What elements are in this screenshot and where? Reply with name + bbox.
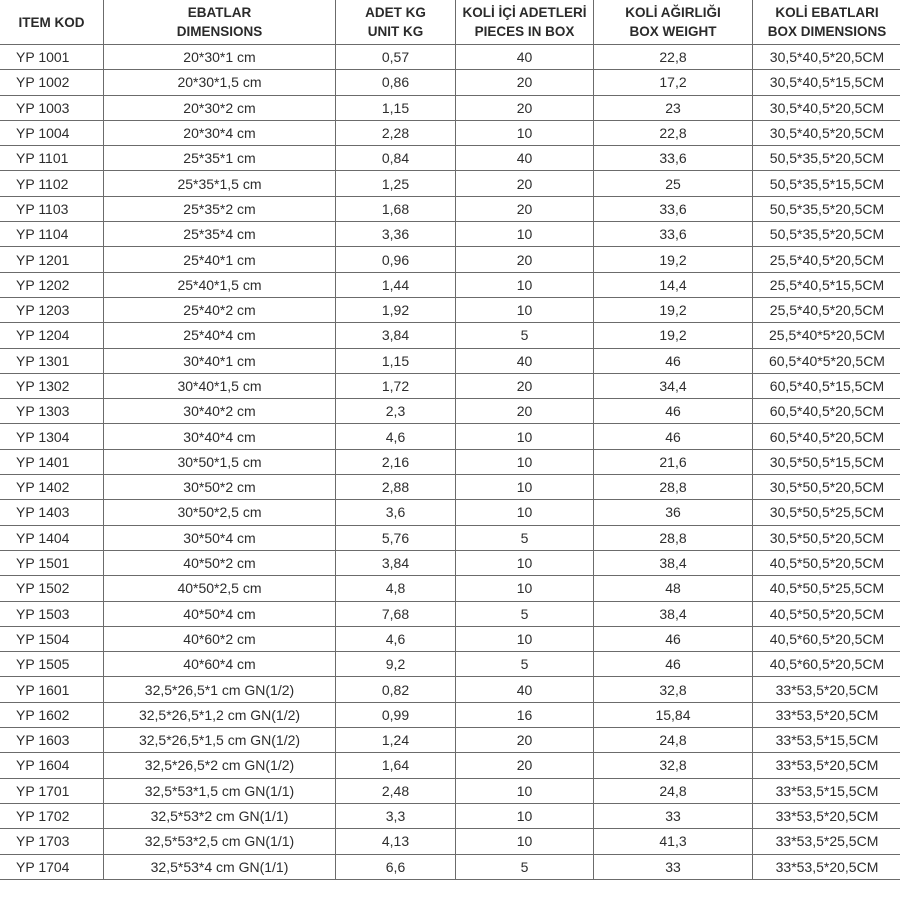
box-weight-cell: 36 <box>594 500 753 525</box>
unit-kg-cell: 9,2 <box>336 652 456 677</box>
pieces-in-box-cell: 10 <box>456 550 594 575</box>
box-weight-cell: 22,8 <box>594 120 753 145</box>
box-weight-cell: 34,4 <box>594 373 753 398</box>
item-code-cell: YP 1403 <box>0 500 104 525</box>
box-dimensions-cell: 50,5*35,5*20,5CM <box>753 196 900 221</box>
box-weight-cell: 22,8 <box>594 45 753 70</box>
box-weight-cell: 14,4 <box>594 272 753 297</box>
dimensions-cell: 32,5*26,5*1,2 cm GN(1/2) <box>104 702 336 727</box>
table-row <box>0 146 900 171</box>
box-dimensions-cell: 25,5*40,5*20,5CM <box>753 297 900 322</box>
box-weight-cell: 28,8 <box>594 475 753 500</box>
box-dimensions-cell: 40,5*60,5*20,5CM <box>753 626 900 651</box>
box-weight-cell: 24,8 <box>594 728 753 753</box>
dimensions-cell: 32,5*26,5*1,5 cm GN(1/2) <box>104 728 336 753</box>
table-row <box>0 475 900 500</box>
pieces-in-box-cell: 10 <box>456 500 594 525</box>
box-weight-cell: 32,8 <box>594 753 753 778</box>
dimensions-cell: 20*30*2 cm <box>104 95 336 120</box>
unit-kg-cell: 5,76 <box>336 525 456 550</box>
header-label-tr: ADET KG <box>365 5 426 20</box>
unit-kg-cell: 1,92 <box>336 297 456 322</box>
table-row <box>0 196 900 221</box>
table-row <box>0 348 900 373</box>
dimensions-cell: 25*35*4 cm <box>104 222 336 247</box>
table-row <box>0 171 900 196</box>
unit-kg-cell: 1,44 <box>336 272 456 297</box>
box-weight-cell: 46 <box>594 348 753 373</box>
pieces-in-box-cell: 10 <box>456 829 594 854</box>
box-weight-cell: 48 <box>594 576 753 601</box>
box-dimensions-cell: 50,5*35,5*20,5CM <box>753 146 900 171</box>
unit-kg-cell: 3,84 <box>336 550 456 575</box>
item-code-cell: YP 1204 <box>0 323 104 348</box>
pieces-in-box-cell: 20 <box>456 247 594 272</box>
unit-kg-cell: 3,36 <box>336 222 456 247</box>
pieces-in-box-cell: 40 <box>456 146 594 171</box>
header-box-dimensions <box>753 0 900 45</box>
dimensions-cell: 25*40*1,5 cm <box>104 272 336 297</box>
box-weight-cell: 28,8 <box>594 525 753 550</box>
item-code-cell: YP 1502 <box>0 576 104 601</box>
dimensions-cell: 20*30*1,5 cm <box>104 70 336 95</box>
table-row <box>0 803 900 828</box>
box-weight-cell: 33,6 <box>594 196 753 221</box>
dimensions-cell: 32,5*26,5*2 cm GN(1/2) <box>104 753 336 778</box>
pieces-in-box-cell: 10 <box>456 424 594 449</box>
unit-kg-cell: 1,15 <box>336 95 456 120</box>
box-dimensions-cell: 30,5*40,5*20,5CM <box>753 120 900 145</box>
pieces-in-box-cell: 10 <box>456 475 594 500</box>
dimensions-cell: 32,5*53*2 cm GN(1/1) <box>104 803 336 828</box>
dimensions-cell: 25*40*4 cm <box>104 323 336 348</box>
box-dimensions-cell: 33*53,5*20,5CM <box>753 803 900 828</box>
box-dimensions-cell: 25,5*40*5*20,5CM <box>753 323 900 348</box>
box-dimensions-cell: 25,5*40,5*15,5CM <box>753 272 900 297</box>
header-label-en: DIMENSIONS <box>176 24 263 39</box>
dimensions-cell: 30*50*1,5 cm <box>104 449 336 474</box>
box-dimensions-cell: 33*53,5*20,5CM <box>753 677 900 702</box>
dimensions-cell: 30*40*2 cm <box>104 399 336 424</box>
item-code-cell: YP 1504 <box>0 626 104 651</box>
header-label-tr: KOLİ İÇİ ADETLERİ <box>462 5 587 20</box>
table-row <box>0 854 900 879</box>
box-dimensions-cell: 30,5*50,5*25,5CM <box>753 500 900 525</box>
pieces-in-box-cell: 20 <box>456 753 594 778</box>
item-code-cell: YP 1703 <box>0 829 104 854</box>
pieces-in-box-cell: 10 <box>456 576 594 601</box>
box-dimensions-cell: 25,5*40,5*20,5CM <box>753 247 900 272</box>
box-weight-cell: 25 <box>594 171 753 196</box>
box-dimensions-cell: 33*53,5*15,5CM <box>753 728 900 753</box>
pieces-in-box-cell: 5 <box>456 525 594 550</box>
table-row <box>0 778 900 803</box>
dimensions-cell: 25*35*2 cm <box>104 196 336 221</box>
dimensions-cell: 30*40*1 cm <box>104 348 336 373</box>
unit-kg-cell: 6,6 <box>336 854 456 879</box>
item-code-cell: YP 1101 <box>0 146 104 171</box>
unit-kg-cell: 2,48 <box>336 778 456 803</box>
item-code-cell: YP 1301 <box>0 348 104 373</box>
unit-kg-cell: 1,72 <box>336 373 456 398</box>
table-row <box>0 373 900 398</box>
item-code-cell: YP 1505 <box>0 652 104 677</box>
unit-kg-cell: 2,28 <box>336 120 456 145</box>
table-row <box>0 247 900 272</box>
box-weight-cell: 19,2 <box>594 323 753 348</box>
header-label-tr: EBATLAR <box>187 5 252 20</box>
item-code-cell: YP 1201 <box>0 247 104 272</box>
box-dimensions-cell: 60,5*40,5*20,5CM <box>753 399 900 424</box>
box-dimensions-cell: 60,5*40*5*20,5CM <box>753 348 900 373</box>
box-weight-cell: 46 <box>594 652 753 677</box>
item-code-cell: YP 1002 <box>0 70 104 95</box>
dimensions-cell: 32,5*53*1,5 cm GN(1/1) <box>104 778 336 803</box>
dimensions-cell: 25*40*1 cm <box>104 247 336 272</box>
dimensions-cell: 32,5*53*4 cm GN(1/1) <box>104 854 336 879</box>
pieces-in-box-cell: 40 <box>456 348 594 373</box>
unit-kg-cell: 1,15 <box>336 348 456 373</box>
table-row <box>0 525 900 550</box>
table-row <box>0 297 900 322</box>
dimensions-cell: 40*50*4 cm <box>104 601 336 626</box>
unit-kg-cell: 0,86 <box>336 70 456 95</box>
dimensions-cell: 40*60*2 cm <box>104 626 336 651</box>
pieces-in-box-cell: 20 <box>456 171 594 196</box>
dimensions-cell: 20*30*1 cm <box>104 45 336 70</box>
item-code-cell: YP 1603 <box>0 728 104 753</box>
table-row <box>0 272 900 297</box>
unit-kg-cell: 3,6 <box>336 500 456 525</box>
pieces-in-box-cell: 40 <box>456 45 594 70</box>
table-row <box>0 829 900 854</box>
header-pieces-in-box <box>456 0 594 45</box>
item-code-cell: YP 1202 <box>0 272 104 297</box>
header-item-code <box>0 0 104 45</box>
item-code-cell: YP 1704 <box>0 854 104 879</box>
box-dimensions-cell: 30,5*40,5*20,5CM <box>753 95 900 120</box>
unit-kg-cell: 2,16 <box>336 449 456 474</box>
dimensions-cell: 30*50*2 cm <box>104 475 336 500</box>
box-weight-cell: 33,6 <box>594 146 753 171</box>
table-row <box>0 222 900 247</box>
dimensions-cell: 30*50*4 cm <box>104 525 336 550</box>
dimensions-cell: 25*40*2 cm <box>104 297 336 322</box>
pieces-in-box-cell: 20 <box>456 95 594 120</box>
header-dimensions <box>104 0 336 45</box>
box-weight-cell: 46 <box>594 399 753 424</box>
header-label: ITEM KOD <box>18 14 85 30</box>
table-row <box>0 601 900 626</box>
table-body <box>0 45 900 880</box>
box-weight-cell: 38,4 <box>594 601 753 626</box>
table-row <box>0 399 900 424</box>
pieces-in-box-cell: 5 <box>456 323 594 348</box>
pieces-in-box-cell: 10 <box>456 222 594 247</box>
item-code-cell: YP 1604 <box>0 753 104 778</box>
unit-kg-cell: 4,13 <box>336 829 456 854</box>
item-code-cell: YP 1001 <box>0 45 104 70</box>
dimensions-cell: 40*50*2,5 cm <box>104 576 336 601</box>
dimensions-cell: 32,5*26,5*1 cm GN(1/2) <box>104 677 336 702</box>
item-code-cell: YP 1003 <box>0 95 104 120</box>
item-code-cell: YP 1602 <box>0 702 104 727</box>
box-dimensions-cell: 33*53,5*25,5CM <box>753 829 900 854</box>
pieces-in-box-cell: 20 <box>456 399 594 424</box>
box-dimensions-cell: 40,5*50,5*20,5CM <box>753 550 900 575</box>
table-row <box>0 702 900 727</box>
box-weight-cell: 32,8 <box>594 677 753 702</box>
pieces-in-box-cell: 10 <box>456 120 594 145</box>
header-label-tr: KOLİ EBATLARI <box>775 5 879 20</box>
box-weight-cell: 23 <box>594 95 753 120</box>
unit-kg-cell: 1,68 <box>336 196 456 221</box>
box-dimensions-cell: 50,5*35,5*20,5CM <box>753 222 900 247</box>
item-code-cell: YP 1004 <box>0 120 104 145</box>
pieces-in-box-cell: 10 <box>456 297 594 322</box>
pieces-in-box-cell: 16 <box>456 702 594 727</box>
dimensions-cell: 32,5*53*2,5 cm GN(1/1) <box>104 829 336 854</box>
box-weight-cell: 17,2 <box>594 70 753 95</box>
dimensions-cell: 25*35*1 cm <box>104 146 336 171</box>
unit-kg-cell: 1,24 <box>336 728 456 753</box>
header-label-tr: KOLİ AĞIRLIĞI <box>625 5 721 20</box>
item-code-cell: YP 1702 <box>0 803 104 828</box>
table-row <box>0 500 900 525</box>
box-dimensions-cell: 60,5*40,5*15,5CM <box>753 373 900 398</box>
unit-kg-cell: 2,88 <box>336 475 456 500</box>
pieces-in-box-cell: 10 <box>456 272 594 297</box>
pieces-in-box-cell: 10 <box>456 449 594 474</box>
box-weight-cell: 19,2 <box>594 247 753 272</box>
dimensions-cell: 25*35*1,5 cm <box>104 171 336 196</box>
box-weight-cell: 19,2 <box>594 297 753 322</box>
item-code-cell: YP 1601 <box>0 677 104 702</box>
box-weight-cell: 33 <box>594 803 753 828</box>
box-weight-cell: 41,3 <box>594 829 753 854</box>
pieces-in-box-cell: 10 <box>456 803 594 828</box>
header-label-en: BOX DIMENSIONS <box>767 24 887 39</box>
table-header <box>0 0 900 45</box>
unit-kg-cell: 4,6 <box>336 626 456 651</box>
box-weight-cell: 15,84 <box>594 702 753 727</box>
item-code-cell: YP 1102 <box>0 171 104 196</box>
table-row <box>0 45 900 70</box>
header-unit-kg <box>336 0 456 45</box>
unit-kg-cell: 2,3 <box>336 399 456 424</box>
box-weight-cell: 21,6 <box>594 449 753 474</box>
pieces-in-box-cell: 5 <box>456 601 594 626</box>
item-code-cell: YP 1304 <box>0 424 104 449</box>
unit-kg-cell: 7,68 <box>336 601 456 626</box>
table-row <box>0 550 900 575</box>
dimensions-cell: 30*40*1,5 cm <box>104 373 336 398</box>
unit-kg-cell: 1,25 <box>336 171 456 196</box>
box-dimensions-cell: 30,5*50,5*20,5CM <box>753 475 900 500</box>
header-label-en: PIECES IN BOX <box>474 24 575 39</box>
unit-kg-cell: 0,57 <box>336 45 456 70</box>
header-label-en: BOX WEIGHT <box>629 24 717 39</box>
pieces-in-box-cell: 20 <box>456 373 594 398</box>
table-row <box>0 652 900 677</box>
item-code-cell: YP 1104 <box>0 222 104 247</box>
pieces-in-box-cell: 10 <box>456 778 594 803</box>
pieces-in-box-cell: 20 <box>456 70 594 95</box>
unit-kg-cell: 0,84 <box>336 146 456 171</box>
box-weight-cell: 46 <box>594 424 753 449</box>
header-box-weight <box>594 0 753 45</box>
pieces-in-box-cell: 10 <box>456 626 594 651</box>
table-row <box>0 95 900 120</box>
unit-kg-cell: 0,82 <box>336 677 456 702</box>
table-row <box>0 728 900 753</box>
dimensions-cell: 40*60*4 cm <box>104 652 336 677</box>
box-weight-cell: 33,6 <box>594 222 753 247</box>
item-code-cell: YP 1404 <box>0 525 104 550</box>
box-weight-cell: 38,4 <box>594 550 753 575</box>
table-row <box>0 120 900 145</box>
pieces-in-box-cell: 20 <box>456 196 594 221</box>
unit-kg-cell: 1,64 <box>336 753 456 778</box>
box-dimensions-cell: 33*53,5*20,5CM <box>753 854 900 879</box>
unit-kg-cell: 3,3 <box>336 803 456 828</box>
box-dimensions-cell: 30,5*40,5*15,5CM <box>753 70 900 95</box>
table-row <box>0 70 900 95</box>
box-dimensions-cell: 40,5*50,5*20,5CM <box>753 601 900 626</box>
box-dimensions-cell: 60,5*40,5*20,5CM <box>753 424 900 449</box>
item-code-cell: YP 1302 <box>0 373 104 398</box>
item-code-cell: YP 1701 <box>0 778 104 803</box>
unit-kg-cell: 4,8 <box>336 576 456 601</box>
dimensions-cell: 20*30*4 cm <box>104 120 336 145</box>
box-dimensions-cell: 33*53,5*20,5CM <box>753 702 900 727</box>
dimensions-cell: 30*50*2,5 cm <box>104 500 336 525</box>
box-dimensions-cell: 33*53,5*20,5CM <box>753 753 900 778</box>
pieces-in-box-cell: 5 <box>456 854 594 879</box>
box-dimensions-cell: 40,5*50,5*25,5CM <box>753 576 900 601</box>
item-code-cell: YP 1203 <box>0 297 104 322</box>
pieces-in-box-cell: 5 <box>456 652 594 677</box>
table-row <box>0 753 900 778</box>
box-dimensions-cell: 30,5*50,5*20,5CM <box>753 525 900 550</box>
box-dimensions-cell: 30,5*50,5*15,5CM <box>753 449 900 474</box>
header-label-en: UNIT KG <box>367 24 424 39</box>
box-weight-cell: 33 <box>594 854 753 879</box>
box-dimensions-cell: 30,5*40,5*20,5CM <box>753 45 900 70</box>
table-row <box>0 576 900 601</box>
unit-kg-cell: 4,6 <box>336 424 456 449</box>
box-dimensions-cell: 40,5*60,5*20,5CM <box>753 652 900 677</box>
item-code-cell: YP 1402 <box>0 475 104 500</box>
box-weight-cell: 24,8 <box>594 778 753 803</box>
item-code-cell: YP 1303 <box>0 399 104 424</box>
unit-kg-cell: 0,96 <box>336 247 456 272</box>
table-row <box>0 677 900 702</box>
item-code-cell: YP 1103 <box>0 196 104 221</box>
box-dimensions-cell: 33*53,5*15,5CM <box>753 778 900 803</box>
table-row <box>0 449 900 474</box>
item-code-cell: YP 1501 <box>0 550 104 575</box>
pieces-in-box-cell: 40 <box>456 677 594 702</box>
pieces-in-box-cell: 20 <box>456 728 594 753</box>
table-row <box>0 424 900 449</box>
item-code-cell: YP 1503 <box>0 601 104 626</box>
dimensions-cell: 30*40*4 cm <box>104 424 336 449</box>
box-dimensions-cell: 50,5*35,5*15,5CM <box>753 171 900 196</box>
table-row <box>0 323 900 348</box>
table-row <box>0 626 900 651</box>
header-row <box>0 0 900 45</box>
unit-kg-cell: 3,84 <box>336 323 456 348</box>
item-code-cell: YP 1401 <box>0 449 104 474</box>
dimensions-cell: 40*50*2 cm <box>104 550 336 575</box>
box-weight-cell: 46 <box>594 626 753 651</box>
unit-kg-cell: 0,99 <box>336 702 456 727</box>
